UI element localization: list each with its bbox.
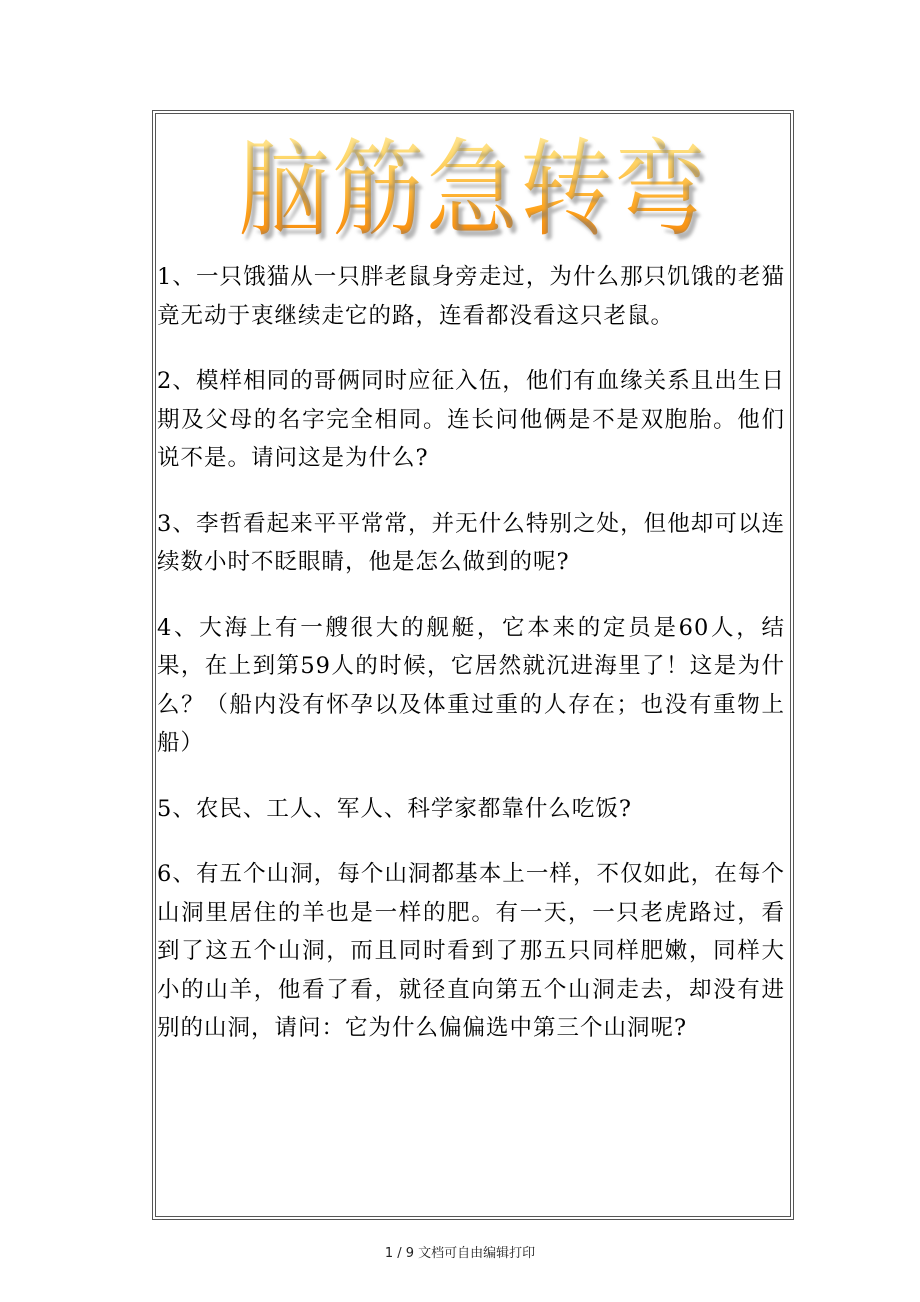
page-footer: 1 / 9 文档可自由编辑打印 bbox=[384, 1246, 536, 1261]
question-item: 2、模样相同的哥俩同时应征入伍，他们有血缘关系且出生日期及父母的名字完全相同。连长问他俩是不是双胞胎。他们说不是。请问这是为什么? bbox=[157, 368, 785, 471]
question-item: 6、有五个山洞，每个山洞都基本上一样，不仅如此，在每个山洞里居住的羊也是一样的肥。有一天，一只老虎路过，看到了这五个山洞，而且同时看到了那五只同样肥嫩，同样大小的山羊，他看了看，就径直向第五个山洞走去，却没有进别的山洞，请问：它为什么偏偏选中第三个山洞呢? bbox=[157, 861, 785, 1041]
question-item: 3、李哲看起来平平常常，并无什么特别之处，但他却可以连续数小时不眨眼睛，他是怎么做到的呢? bbox=[157, 510, 785, 575]
title-banner bbox=[155, 116, 791, 252]
question-item: 5、农民、工人、军人、科学家都靠什么吃饭? bbox=[157, 795, 632, 822]
question-item: 4、大海上有一艘很大的舰艇，它本来的定员是60人，结果，在上到第59人的时候，它居然就沉进海里了！这是为什么？（船内没有怀孕以及体重过重的人存在；也没有重物上船） bbox=[157, 614, 785, 756]
page-title: 脑筋急转弯 bbox=[238, 105, 708, 257]
questions-list bbox=[157, 258, 785, 1075]
question-item: 1、一只饿猫从一只胖老鼠身旁走过，为什么那只饥饿的老猫竟无动于衷继续走它的路，连看都没看这只老鼠。 bbox=[157, 264, 785, 329]
